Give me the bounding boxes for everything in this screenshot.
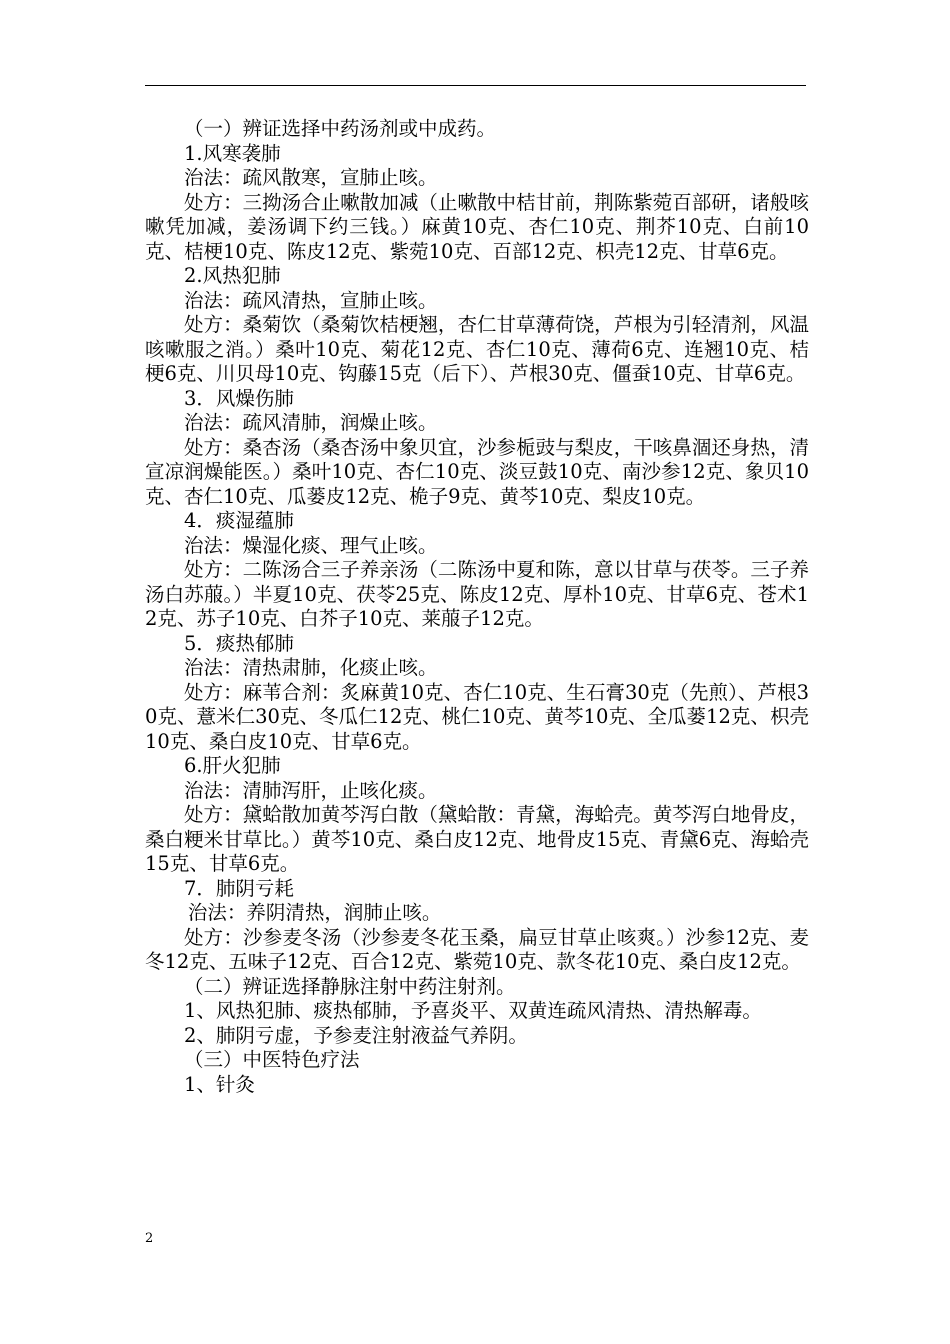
treatment-method-4: 治法：燥湿化痰、理气止咳。 [184,533,438,557]
prescription-6: 处方：黛蛤散加黄芩泻白散（黛蛤散：青黛，海蛤壳。黄芩泻白地骨皮，桑白粳米甘草比。）黄芩10克、桑白皮12克、地骨皮15克、青黛6克、海蛤壳15克、甘草6克。 [145,803,809,875]
syndrome-heading-2: 2.风热犯肺 [184,264,281,287]
section-heading-2: （二）辨证选择静脉注射中药注射剂。 [184,974,516,998]
syndrome-heading-5: 5．痰热郁肺 [184,631,294,655]
injection-item-2: 2、肺阴亏虚，予参麦注射液益气养阴。 [184,1023,528,1047]
prescription-7: 处方：沙参麦冬汤（沙参麦冬花玉桑，扁豆甘草止咳爽。）沙参12克、麦冬12克、五味子12克、百合12克、紫菀10克、款冬花10克、桑白皮12克。 [145,925,809,973]
prescription-3: 处方：桑杏汤（桑杏汤中象贝宜，沙参栀豉与梨皮，干咳鼻涸还身热，清宣凉润燥能医。）桑叶10克、杏仁10克、淡豆鼓10克、南沙参12克、象贝10克、杏仁10克、瓜蒌皮12克、桅子9克、黄芩10克、梨皮10克。 [145,435,809,508]
syndrome-heading-4: 4．痰湿蕴肺 [184,509,294,532]
syndrome-heading-3: 3．风燥伤肺 [184,386,294,410]
therapy-item-1: 1、针灸 [184,1072,255,1096]
treatment-method-2: 治法：疏风清热，宣肺止咳。 [184,288,438,312]
prescription-2: 处方：桑菊饮（桑菊饮桔梗翘，杏仁甘草薄荷饶，芦根为引轻清剂，风温咳嗽服之消。）桑叶10克、菊花12克、杏仁10克、薄荷6克、连翘10克、桔梗6克、川贝母10克、钩藤15克（后下）、芦根30克、僵蚕10克、甘草6克。 [145,313,809,385]
treatment-method-6: 治法：清肺泻肝，止咳化痰。 [184,778,438,802]
treatment-method-1: 治法：疏风散寒，宣肺止咳。 [184,166,438,189]
prescription-4: 处方：二陈汤合三子养亲汤（二陈汤中夏和陈，意以甘草与茯苓。三子养汤白苏菔。）半夏10克、茯苓25克、陈皮12克、厚朴10克、甘草6克、苍术12克、苏子10克、白芥子10克、莱菔子12克。 [145,558,809,630]
header-rule [145,85,806,86]
document-body [145,117,809,1097]
treatment-method-7: 治法：养阴清热，润肺止咳。 [187,901,442,924]
section-heading-3: （三）中医特色疗法 [184,1048,360,1071]
prescription-5: 处方：麻苇合剂：炙麻黄10克、杏仁10克、生石膏30克（先煎）、芦根30克、薏米仁30克、冬瓜仁12克、桃仁10克、黄芩10克、全瓜蒌12克、枳壳10克、桑白皮10克、甘草6克。 [145,680,809,753]
syndrome-heading-7: 7．肺阴亏耗 [184,876,294,900]
treatment-method-3: 治法：疏风清肺，润燥止咳。 [184,411,438,434]
syndrome-heading-6: 6.肝火犯肺 [184,754,281,777]
injection-item-1: 1、风热犯肺、痰热郁肺，予喜炎平、双黄连疏风清热、清热解毒。 [184,999,762,1022]
treatment-method-5: 治法：清热肃肺，化痰止咳。 [184,656,438,679]
syndrome-heading-1: 1.风寒袭肺 [184,141,281,165]
prescription-1: 处方：三拗汤合止嗽散加减（止嗽散中桔甘前，荆陈紫菀百部研，诸般咳嗽凭加减，姜汤调下约三钱。）麻黄10克、杏仁10克、荆芥10克、白前10克、桔梗10克、陈皮12克、紫菀10克、百部12克、枳壳12克、甘草6克。 [145,190,809,263]
page-number: 2 [145,1231,154,1246]
section-heading-1: （一）辨证选择中药汤剂或中成药。 [184,117,497,140]
